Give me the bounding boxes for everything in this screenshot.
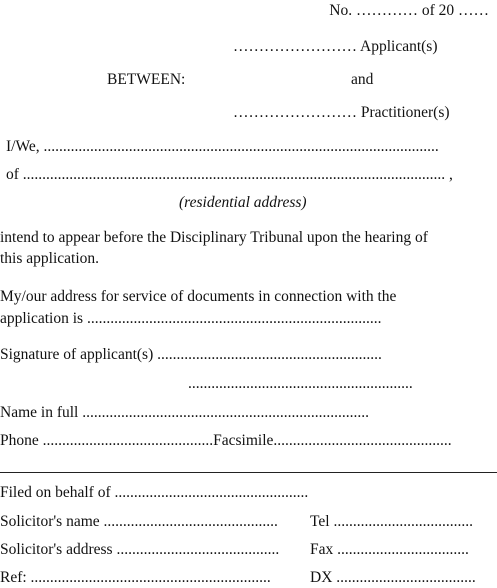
of-address-field: of ............................................................................................................. ,: [6, 166, 453, 183]
residential-address-caption: (residential address): [179, 194, 307, 211]
service-address-text-line1: My/our address for service of documents in connection with the: [0, 288, 397, 305]
solicitor-address-field: Solicitor's address ..........................................: [0, 541, 280, 558]
practitioner-line: …………………… Practitioner(s): [233, 104, 450, 121]
footer-divider: [0, 472, 497, 473]
signature-field-second-line: ..........................................................: [188, 375, 413, 392]
solicitor-name-field: Solicitor's name .............................................: [0, 513, 278, 530]
applicant-line: …………………… Applicant(s): [233, 38, 438, 55]
filed-on-behalf-field: Filed on behalf of ..................................................: [0, 484, 309, 501]
dx-field: DX ....................................: [310, 569, 476, 586]
name-in-full-field: Name in full ..........................................................................: [0, 404, 369, 421]
fax-field: Fax ..................................: [310, 541, 469, 558]
phone-facsimile-field: Phone ............................................Facsimile..............................................: [0, 432, 452, 449]
ref-field: Ref: ..............................................................: [0, 569, 271, 586]
intend-text-line2: this application.: [0, 250, 100, 267]
service-address-field: application is ............................................................................: [0, 310, 382, 327]
and-label: and: [351, 71, 374, 88]
intend-text-line1: intend to appear before the Disciplinary Tribunal upon the hearing of: [0, 229, 428, 246]
signature-field: Signature of applicant(s) ..........................................................: [0, 346, 382, 363]
iwe-field: I/We, ......................................................................................................: [6, 138, 439, 155]
tel-field: Tel ....................................: [310, 513, 473, 530]
between-label: BETWEEN:: [107, 71, 186, 88]
case-number-line: No. ………… of 20 ……: [329, 2, 489, 19]
